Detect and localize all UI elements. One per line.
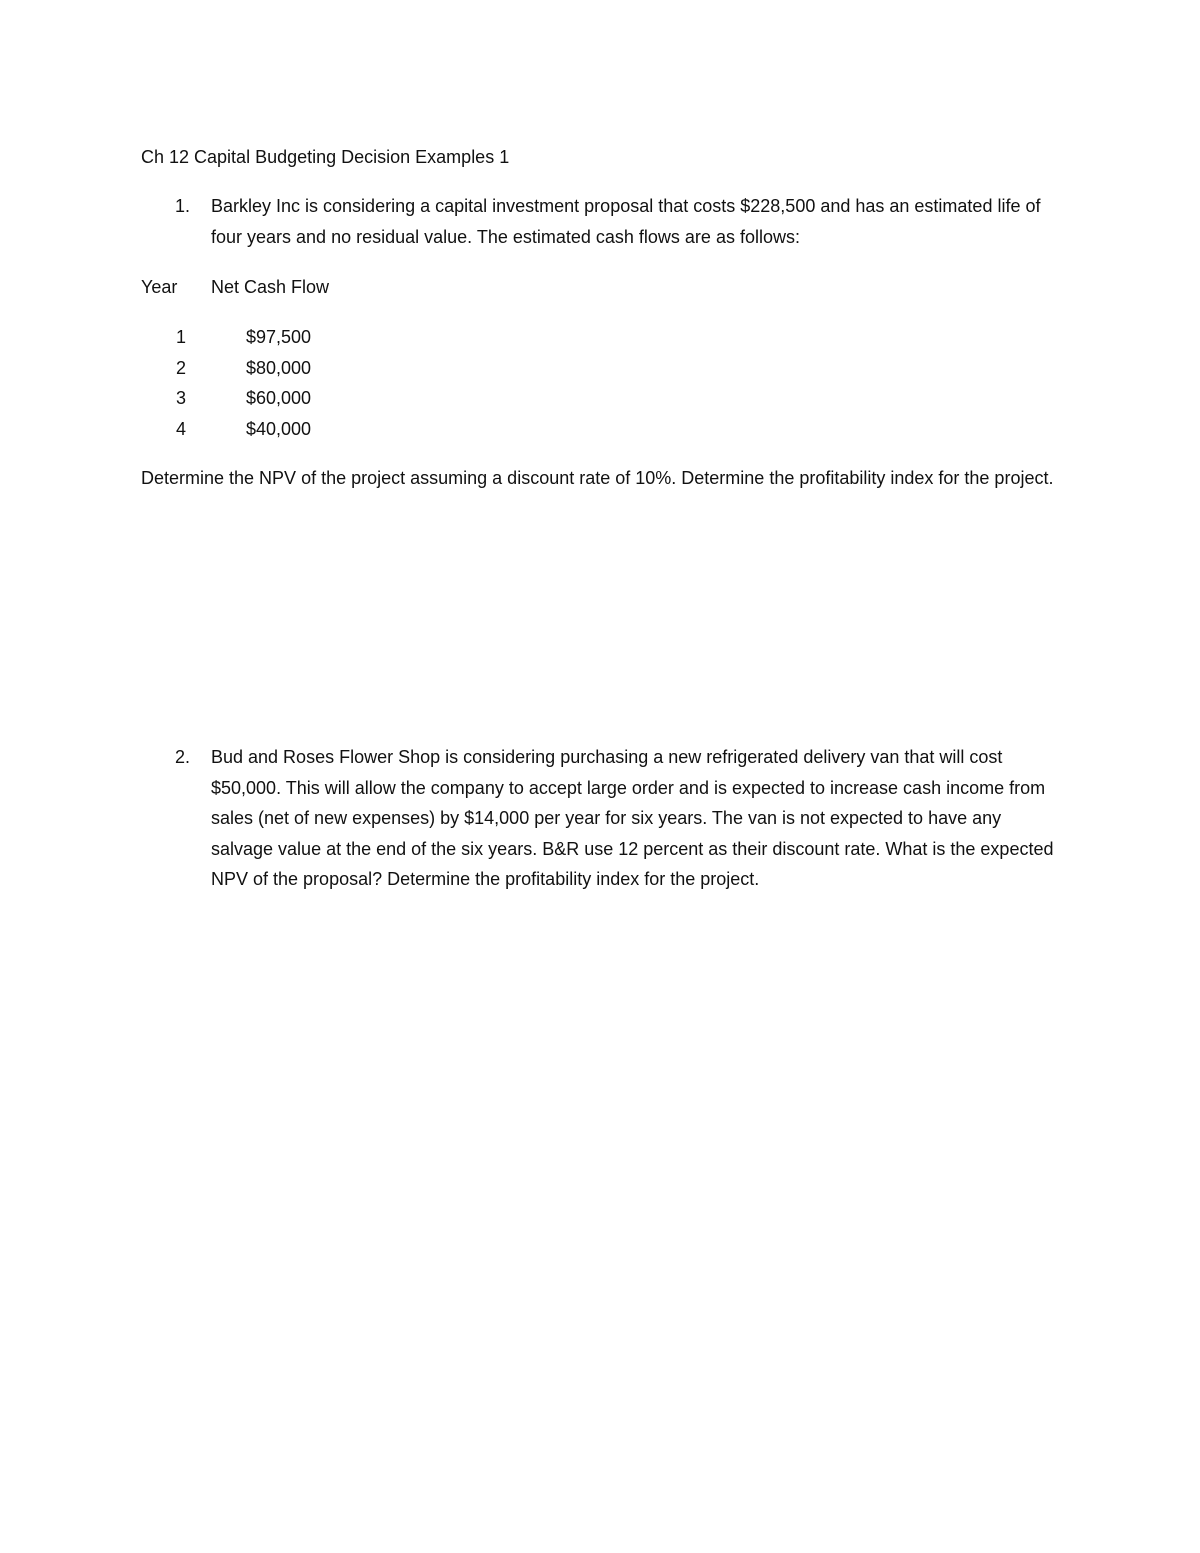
year-column-header: Year <box>141 277 178 297</box>
cash-flow-cell: $40,000 <box>246 418 312 439</box>
net-cash-flow-column-header: Net Cash Flow <box>211 277 330 297</box>
question-1-number: 1. <box>175 196 191 216</box>
question-2-number: 2. <box>175 747 191 767</box>
year-cell: 4 <box>176 418 187 439</box>
year-cell: 1 <box>176 327 187 347</box>
question-2-text: Bud and Roses Flower Shop is considering purchasing a new refrigerated delivery van that will cost $50,000. This will allow the company to accept large order and is expected to increase cash income from sales (net of new expenses) by $14,000 per year for six years. The van is not expected to have any salvage value at the end of the six years. B&R use 12 percent as their discount rate. What is the expected NPV of the proposal? Determine the profitability index for the project. <box>211 747 1054 889</box>
table-row <box>141 414 329 445</box>
cash-flow-cell: $60,000 <box>246 388 312 408</box>
cash-flow-cell: $80,000 <box>246 357 312 378</box>
cash-flow-table <box>141 272 329 444</box>
cash-flow-cell: $97,500 <box>246 327 312 347</box>
table-row <box>141 353 329 384</box>
table-row <box>141 322 329 353</box>
question-1-text: Barkley Inc is considering a capital investment proposal that costs $228,500 and has an estimated life of four years and no residual value. The estimated cash flows are as follows: <box>211 196 1041 247</box>
question-1 <box>141 191 1061 252</box>
table-header-row <box>141 272 329 322</box>
document-title: Ch 12 Capital Budgeting Decision Examples 1 <box>141 147 510 167</box>
table-row <box>141 383 329 414</box>
question-1-prompt: Determine the NPV of the project assuming a discount rate of 10%. Determine the profitability index for the project. <box>141 468 1054 488</box>
question-2 <box>141 742 1061 895</box>
year-cell: 3 <box>176 388 187 408</box>
year-cell: 2 <box>176 357 187 378</box>
